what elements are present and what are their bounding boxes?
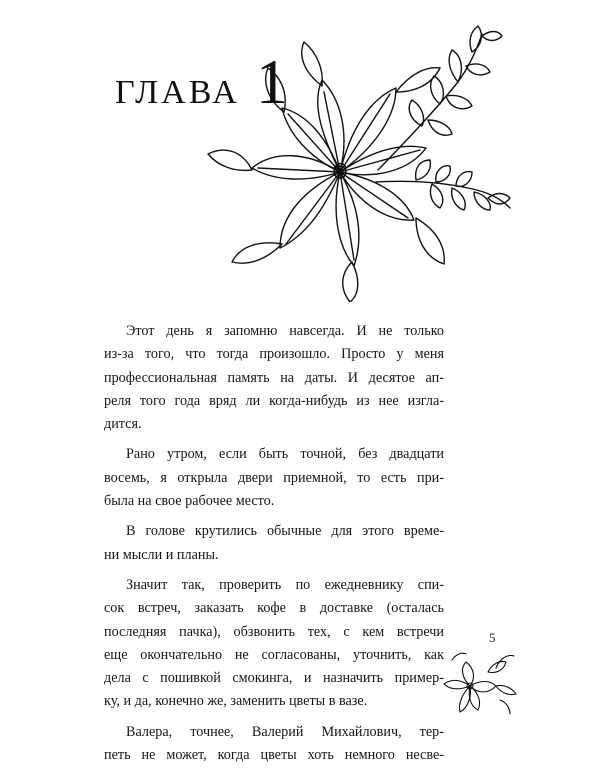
paragraph bbox=[104, 443, 444, 513]
text-line: Значит так, проверить по ежедневнику спи- bbox=[126, 576, 444, 593]
text-line: профессиональная память на даты. И десятое ап- bbox=[104, 369, 444, 386]
paragraph bbox=[104, 320, 444, 436]
text-line: из-за того, что тогда произошло. Просто у меня bbox=[104, 346, 444, 363]
small-flower-illustration bbox=[440, 650, 520, 720]
text-line: восемь, я открыла двери приемной, то есть при- bbox=[104, 469, 444, 486]
paragraph bbox=[104, 721, 444, 768]
text-line: еще окончательно не согласованы, уточнить, как bbox=[104, 646, 444, 663]
text-line: ни мысли и планы. bbox=[104, 546, 219, 563]
paragraph bbox=[104, 520, 444, 567]
text-line: ку, и да, конечно же, заменить цветы в вазе. bbox=[104, 693, 368, 710]
chapter-body-text bbox=[104, 320, 444, 774]
text-line: В голове крутились обычные для этого време- bbox=[126, 523, 444, 540]
text-line: Рано утром, если быть точной, без двадцати bbox=[126, 446, 444, 463]
text-line: последняя пачка), обзвонить тех, с кем встречи bbox=[104, 623, 444, 640]
text-line: Валера, точнее, Валерий Михайлович, тер- bbox=[126, 723, 444, 740]
chapter-word: ГЛАВА bbox=[115, 74, 240, 111]
text-line: сок встреч, заказать кофе в доставке (осталась bbox=[104, 600, 444, 617]
paragraph bbox=[104, 574, 444, 714]
chapter-number: 1 bbox=[255, 46, 288, 117]
page-number: 5 bbox=[489, 630, 496, 645]
text-line: была на свое рабочее место. bbox=[104, 493, 275, 510]
flower-illustration bbox=[200, 22, 530, 302]
text-line: петь не может, когда цветы хоть немного несве- bbox=[104, 747, 444, 764]
text-line: дится. bbox=[104, 416, 142, 433]
text-line: реля того года вряд ли когда-нибудь из нее изгла- bbox=[104, 392, 444, 409]
text-line: дела с пошивкой смокинга, и назначить пример- bbox=[104, 670, 444, 687]
text-line: Этот день я запомню навсегда. И не только bbox=[126, 323, 444, 339]
